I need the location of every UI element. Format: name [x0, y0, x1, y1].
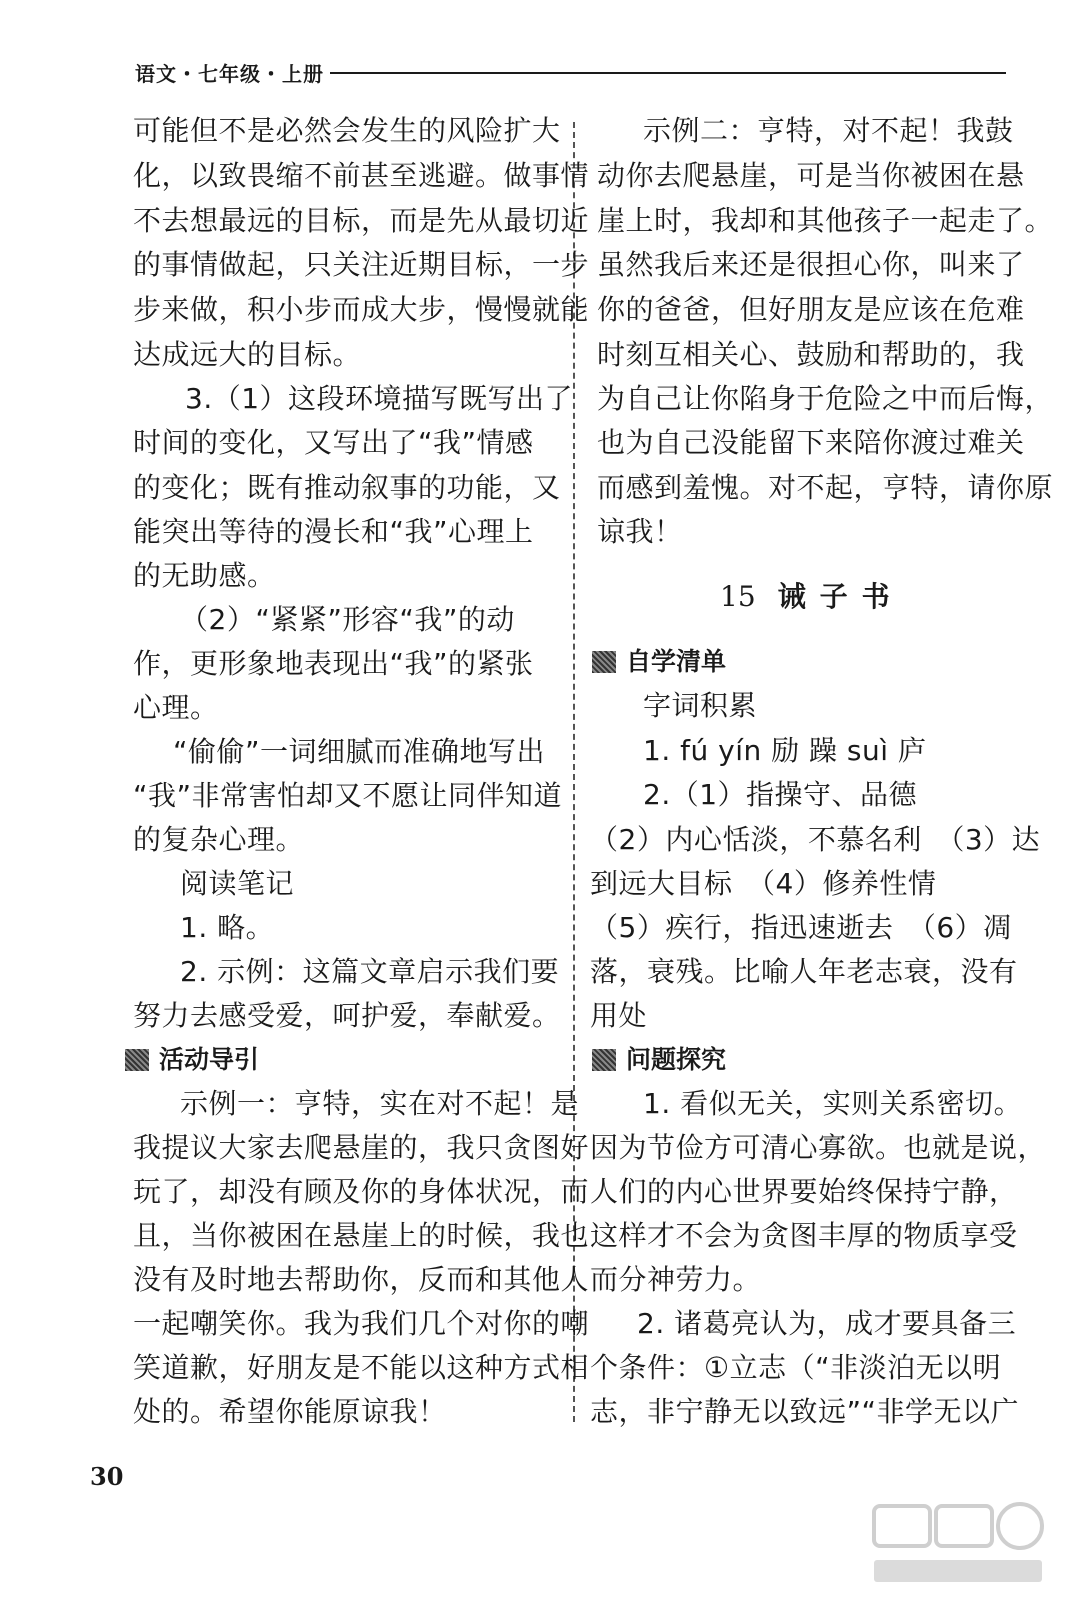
text-line: 崖上时，我却和其他孩子一起走了。 [597, 204, 1054, 237]
text-line: 达成远大的目标。 [133, 338, 362, 371]
section-marker-icon [125, 1049, 149, 1071]
text-line: 1. 略。 [180, 911, 275, 944]
text-line: 时刻互相关心、鼓励和帮助的，我 [597, 338, 1025, 371]
text-line: 心理。 [133, 691, 219, 724]
text-line: 没有及时地去帮助你，反而和其他人 [133, 1263, 590, 1296]
watermark-logo [870, 1500, 1050, 1590]
text-line: 笑道歉，好朋友是不能以这种方式相 [133, 1351, 590, 1384]
text-line: （2）“紧紧”形容“我”的动 [180, 603, 515, 636]
section-heading-activity-guide [125, 1046, 259, 1074]
text-line: （2）内心恬淡，不慕名利 （3）达 [590, 823, 1041, 856]
text-line: 玩了，却没有顾及你的身体状况，而 [133, 1175, 590, 1208]
section-heading-label: 自学清单 [626, 647, 727, 676]
section-heading-problem-inquiry [592, 1046, 726, 1074]
section-heading-self-study [592, 648, 726, 676]
text-line: 不去想最远的目标，而是先从最切近 [133, 204, 590, 237]
section-heading-label: 活动导引 [159, 1045, 260, 1074]
text-line: 示例一：亨特，实在对不起！是 [180, 1087, 580, 1120]
text-line: 而感到羞愧。对不起，亨特，请你原 [597, 471, 1054, 504]
text-line: 的复杂心理。 [133, 823, 305, 856]
text-line: 志，非宁静无以致远”“非学无以广 [590, 1395, 1020, 1428]
text-line: 化，以致畏缩不前甚至逃避。做事情 [133, 159, 590, 192]
text-line: 为自己让你陷身于危险之中而后悔， [597, 382, 1054, 415]
text-line: 的变化；既有推动叙事的功能，又 [133, 471, 561, 504]
subheading-vocabulary: 字词积累 [643, 689, 758, 722]
lesson-number: 15 [720, 580, 756, 613]
text-line: 也为自己没能留下来陪你渡过难关 [597, 426, 1025, 459]
text-line: 1. fú yín 励 躁 suì 庐 [643, 734, 927, 767]
text-line: 时间的变化，又写出了“我”情感 [133, 426, 534, 459]
text-line: 努力去感受爱，呵护爱，奉献爱。 [133, 999, 561, 1032]
page-number: 30 [90, 1462, 124, 1491]
subheading-reading-notes: 阅读笔记 [180, 867, 295, 900]
text-line: 2. 诸葛亮认为，成才要具备三 [637, 1307, 1017, 1340]
text-line: 的无助感。 [133, 559, 276, 592]
header-title: 语文・七年级・上册 [135, 62, 324, 86]
text-line: （5）疾行，指迅速逝去 （6）凋 [590, 911, 1012, 944]
text-line: 这样才不会为贪图丰厚的物质享受 [590, 1219, 1018, 1252]
header-rule [330, 72, 1006, 74]
text-line: 的事情做起，只关注近期目标，一步 [133, 248, 590, 281]
text-line: 2. 示例：这篇文章启示我们要 [180, 955, 560, 988]
text-line: 我提议大家去爬悬崖的，我只贪图好 [133, 1131, 590, 1164]
text-line: 虽然我后来还是很担心你，叫来了 [597, 248, 1025, 281]
text-line: 谅我！ [597, 515, 683, 548]
text-line: “我”非常害怕却又不愿让同伴知道 [133, 779, 563, 812]
text-line: 人们的内心世界要始终保持宁静， [590, 1175, 1018, 1208]
text-line: 作，更形象地表现出“我”的紧张 [133, 647, 534, 680]
lesson-name: 诫子书 [777, 580, 904, 613]
text-line: 一起嘲笑你。我为我们几个对你的嘲 [133, 1307, 590, 1340]
section-marker-icon [592, 651, 616, 673]
lesson-title [720, 580, 904, 613]
text-line: 动你去爬悬崖，可是当你被困在悬 [597, 159, 1025, 192]
text-line: 能突出等待的漫长和“我”心理上 [133, 515, 534, 548]
text-line: 落，衰残。比喻人年老志衰，没有 [590, 955, 1018, 988]
text-line: 1. 看似无关，实则关系密切。 [643, 1087, 1023, 1120]
text-line: 到远大目标 （4）修养性情 [590, 867, 937, 900]
text-line: 示例二：亨特，对不起！我鼓 [643, 114, 1014, 147]
text-line: 因为节俭方可清心寡欲。也就是说， [590, 1131, 1047, 1164]
text-line: 可能但不是必然会发生的风险扩大 [133, 114, 561, 147]
text-line: 且，当你被困在悬崖上的时候，我也 [133, 1219, 590, 1252]
text-line: 处的。希望你能原谅我！ [133, 1395, 447, 1428]
text-line: 而分神劳力。 [590, 1263, 762, 1296]
text-line: 用处 [590, 999, 648, 1032]
text-line: 步来做，积小步而成大步，慢慢就能 [133, 293, 590, 326]
text-line: “偷偷”一词细腻而准确地写出 [173, 735, 546, 768]
section-marker-icon [592, 1049, 616, 1071]
section-heading-label: 问题探究 [626, 1045, 727, 1074]
text-line: 2.（1）指操守、品德 [643, 778, 918, 811]
text-line: 个条件：①立志（“非淡泊无以明 [590, 1351, 1002, 1384]
text-line: 3.（1）这段环境描写既写出了 [185, 382, 574, 415]
text-line: 你的爸爸，但好朋友是应该在危难 [597, 293, 1025, 326]
